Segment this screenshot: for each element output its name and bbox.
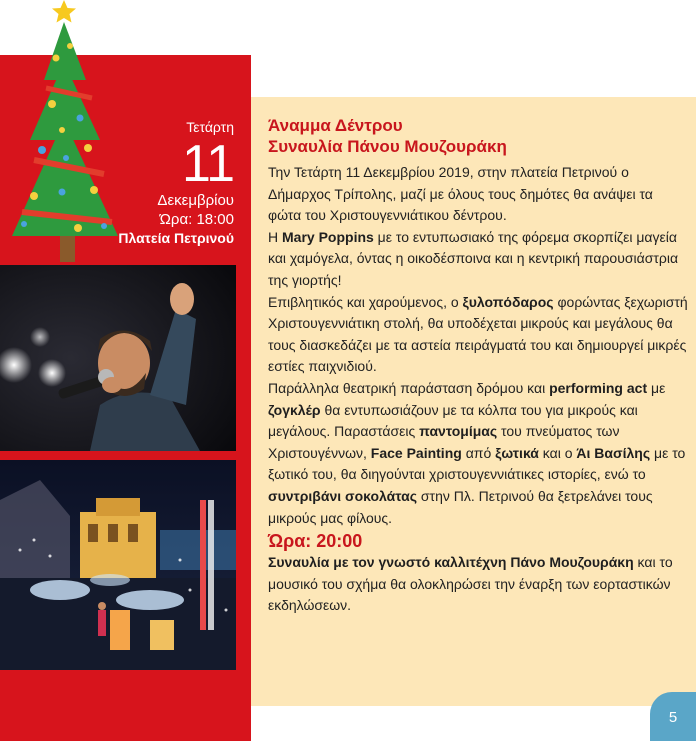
text-segment: με το ξωτικό του, θα διηγούνται χριστουγεννιάτικες ιστορίες, ενώ το [268, 444, 686, 483]
page-number-tab [650, 692, 696, 741]
text-segment: στην Πλ. Πετρινού θα ξετρελάνει τους μικρούς μας φίλους. [268, 487, 653, 526]
article-title [268, 115, 688, 157]
text-segment: και ο [538, 444, 577, 461]
concert-time-heading: Ώρα: 20:00 [268, 531, 363, 552]
highlight-concert: Συναυλία με τον γνωστό καλλιτέχνη Πάνο Μουζουράκη [268, 554, 634, 571]
highlight-mary-poppins: Mary Poppins [282, 228, 374, 245]
article [268, 115, 688, 617]
text-segment: Επιβλητικός και χαρούμενος, ο [268, 293, 463, 310]
event-place: Πλατεία Πετρινού [118, 230, 234, 246]
highlight-chocolate-fountain: συντριβάνι σοκολάτας [268, 487, 418, 504]
article-title-line1: Άναμμα Δέντρου [268, 116, 403, 135]
star-icon [52, 0, 76, 23]
article-title-line2: Συναυλία Πάνου Μουζουράκη [268, 137, 507, 156]
highlight-juggler: ζογκλέρ [268, 401, 321, 418]
tree-trunk [60, 232, 75, 262]
text-segment: και το μουσικό του σχήμα θα ολοκληρώσει την έναρξη των εορταστικών εκδηλώσεων. [268, 554, 673, 614]
square-photo [0, 460, 236, 670]
text-segment: του πνεύματος των Χριστουγέννων, [268, 423, 620, 461]
highlight-elves: ξωτικά [495, 444, 539, 461]
paragraph-stilt-walker [268, 292, 688, 378]
page-number: 5 [668, 709, 678, 726]
paragraph-concert [268, 552, 688, 617]
paragraph-street-theater [268, 378, 688, 529]
text-segment: θα εντυπωσιάζουν με τα κόλπα του για μικρούς και μεγάλους. Παραστάσεις [268, 401, 638, 440]
event-weekday: Τετάρτη [186, 119, 234, 135]
event-day: 11 [182, 135, 234, 193]
text-segment: Η [268, 228, 282, 245]
text-segment: Παράλληλα θεατρική παράσταση δρόμου και [268, 379, 550, 396]
text-segment: από [461, 444, 496, 461]
text-segment: με [647, 379, 666, 396]
highlight-stilt-walker: ξυλοπόδαρος [462, 293, 554, 310]
event-date-block [74, 118, 234, 248]
event-month: Δεκεμβρίου [157, 192, 234, 209]
highlight-pantomime: παντομίμας [419, 423, 498, 440]
highlight-performing-act: performing act [549, 379, 648, 396]
paragraph-mary-poppins [268, 227, 688, 292]
highlight-santa: Άι Βασίλης [576, 444, 651, 461]
highlight-face-painting: Face Painting [370, 444, 462, 461]
text-segment: φορώντας ξεχωριστή Χριστουγεννιάτικη στολή, θα υποδέχεται μικρούς και μεγάλους θα τους διασκεδάζει με τα αστεία πειράγματά του και δημιουργεί μικρές εστίες παιχνιδιού. [268, 293, 688, 375]
text-segment: με το εντυπωσιακό της φόρεμα σκορπίζει μαγεία και χαμόγελα, όντας η οικοδέσποινα και η κεντρική παρουσιάστρια της γιορτής! [268, 228, 679, 288]
singer-photo [0, 265, 236, 451]
event-time: Ώρα: 18:00 [159, 211, 234, 228]
paragraph-intro: Την Τετάρτη 11 Δεκεμβρίου 2019, στην πλατεία Πετρινού ο Δήμαρχος Τρίπολης, μαζί με όλους τους δημότες θα ανάψει τα φώτα του Χριστουγεννιάτικου δέντρου. [268, 164, 653, 224]
article-body [268, 162, 688, 617]
